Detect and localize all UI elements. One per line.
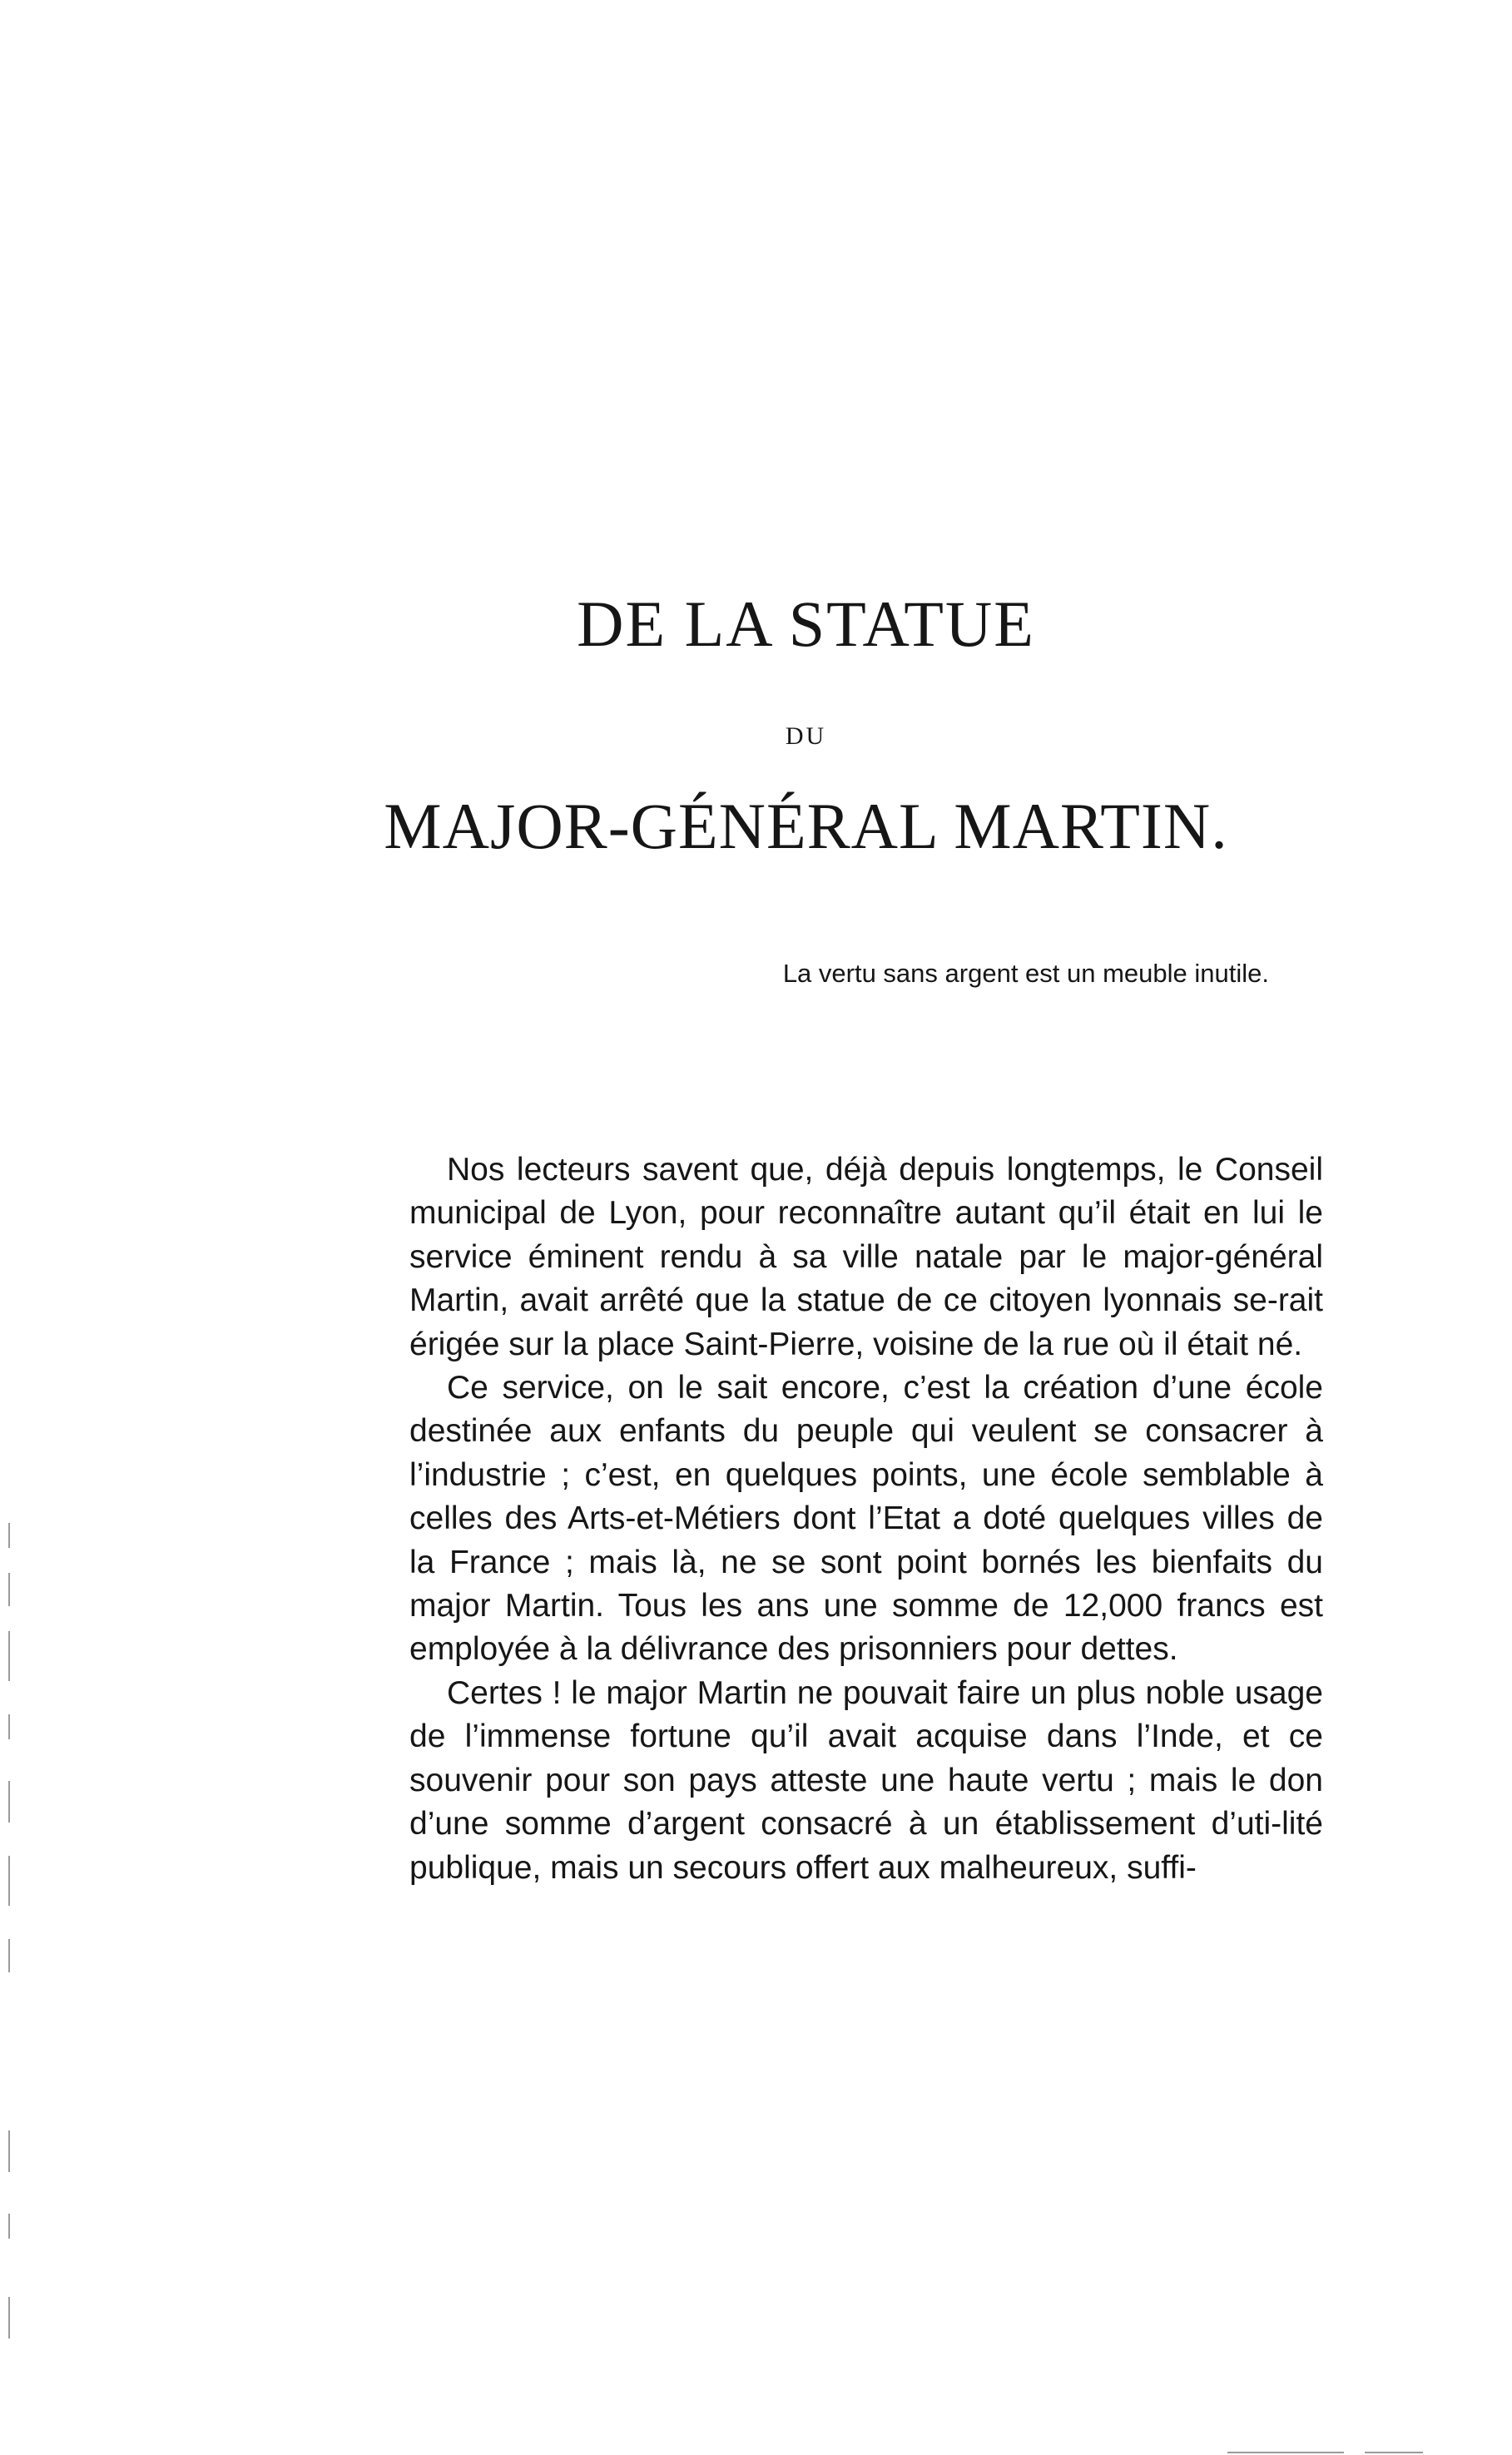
scan-artifact xyxy=(8,1573,10,1606)
body-text xyxy=(409,1148,1323,1890)
epigraph: La vertu sans argent est un meuble inutile. xyxy=(782,959,1269,988)
paragraph-1: Nos lecteurs savent que, déjà depuis longtemps, le Conseil municipal de Lyon, pour reconnaître autant qu’il était en lui le service éminent rendu à sa ville natale par le major-général Martin, avait arrêté que la statue de ce citoyen lyonnais se-rait érigée sur la place Saint-Pierre, voisine de la rue où il était né. xyxy=(409,1152,1323,1362)
scan-artifact xyxy=(8,1714,10,1739)
scan-artifact xyxy=(8,1939,10,1972)
scan-artifact xyxy=(8,2297,10,2338)
paragraph-3: Certes ! le major Martin ne pouvait faire un plus noble usage de l’immense fortune qu’il avait acquise dans l’Inde, et ce souvenir pour son pays atteste une haute vertu ; mais le don d’une somme d’argent consacré à un établissement d’uti-lité publique, mais un secours offert aux malheureux, suffi- xyxy=(409,1674,1323,1886)
paragraph-2: Ce service, on le sait encore, c’est la création d’une école destinée aux enfants du peuple qui veulent se consacrer à l’industrie ; c’est, en quelques points, une école semblable à celles des Arts-et-Métiers dont l’Etat a doté quelques villes de la France ; mais là, ne se sont point bornés les bienfaits du major Martin. Tous les ans une somme de 12,000 francs est employée à la délivrance des prisonniers pour dettes. xyxy=(409,1370,1323,1668)
scan-artifact xyxy=(8,2130,10,2172)
scan-artifact xyxy=(1227,2452,1344,2453)
title-connector: DU xyxy=(785,722,827,750)
scan-artifact xyxy=(8,2214,10,2239)
title-line-2: MAJOR-GÉNÉRAL MARTIN. xyxy=(384,790,1228,862)
title-line-1: DE LA STATUE xyxy=(577,588,1035,660)
scan-artifact xyxy=(8,1781,10,1823)
scan-artifact xyxy=(8,1523,10,1548)
scan-artifact xyxy=(1365,2452,1423,2453)
scan-artifact xyxy=(8,1856,10,1906)
scan-artifact xyxy=(8,1631,10,1681)
